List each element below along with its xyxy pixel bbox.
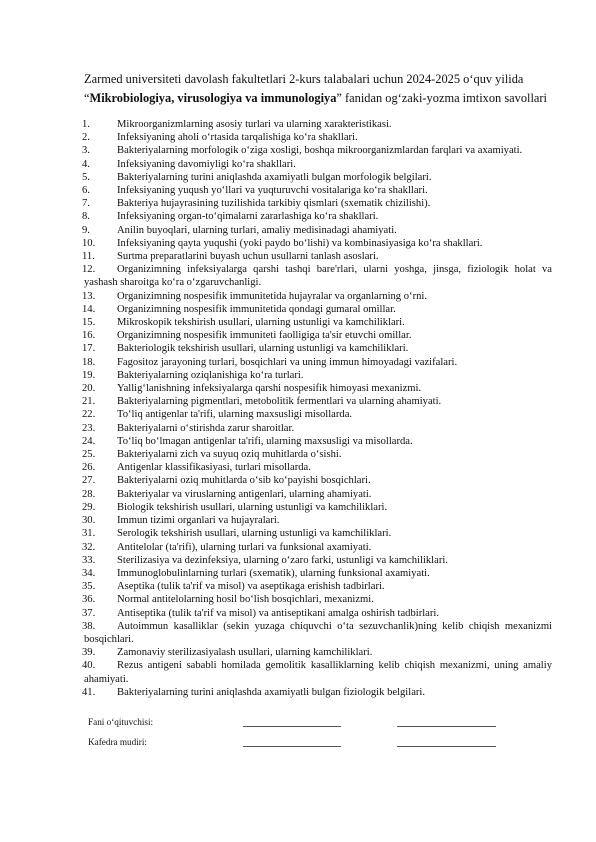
question-item — [84, 461, 552, 474]
question-item — [84, 514, 552, 527]
question-number: 30. — [82, 515, 96, 527]
question-text: Organizimning nospesifik immuniteti faolligiga ta'sir etuvchi omillar. — [117, 330, 412, 342]
question-item — [84, 580, 552, 593]
question-text: Zamonaviy sterilizasiyalash usullari, ularning kamchiliklari. — [117, 647, 373, 659]
question-item — [84, 237, 552, 250]
question-text: Infeksiyaning davomiyligi ko‘ra shakllari. — [117, 158, 296, 170]
title-line-2 — [84, 89, 552, 108]
question-number: 26. — [82, 462, 96, 474]
question-number: 10. — [82, 237, 96, 249]
question-item — [84, 659, 552, 685]
question-text: Normal antitelolarning hosil bo‘lish bosqichlari, mexanizmi. — [117, 594, 374, 606]
teacher-label: Fani o‘qituvchisi: — [88, 716, 154, 727]
question-item — [84, 316, 552, 329]
question-item — [84, 607, 552, 620]
subject-name: Mikrobiologiya, virusologiya va immunologiya — [89, 91, 337, 105]
question-item — [84, 382, 552, 395]
question-item — [84, 224, 552, 237]
question-item — [84, 541, 552, 554]
question-item — [84, 342, 552, 355]
question-item — [84, 144, 552, 157]
question-text: Bakteriyalarning pigmentlari, metobolitik fermentlari va ularning ahamiyati. — [117, 396, 442, 408]
question-number: 31. — [82, 528, 96, 540]
question-text: Organizimning nospesifik immunitetida qondagi gumaral omillar. — [117, 303, 396, 315]
question-text: Sterilizasiya va dezinfeksiya, ularning o‘zaro farki, ustunligi va kamchiliklari. — [117, 554, 448, 566]
question-list — [84, 118, 552, 699]
head-name-line — [397, 736, 496, 747]
question-item — [84, 488, 552, 501]
question-item — [84, 593, 552, 606]
signature-row-teacher — [84, 707, 552, 727]
question-text: Rezus antigeni sababli homilada gemolitik kasalliklarning kelib chiqish mexanizmi, uning amaliy ahamiyati. — [84, 660, 552, 685]
question-item — [84, 329, 552, 342]
question-number: 20. — [82, 383, 96, 395]
question-number: 29. — [82, 501, 96, 513]
question-item — [84, 197, 552, 210]
question-item — [84, 171, 552, 184]
question-item — [84, 501, 552, 514]
question-number: 36. — [82, 594, 96, 606]
question-number: 5. — [82, 171, 90, 183]
question-item — [84, 395, 552, 408]
signature-block — [84, 707, 552, 747]
head-signature-line — [243, 736, 342, 747]
question-item — [84, 263, 552, 289]
question-text: Autoimmun kasalliklar (sekin yuzaga chiquvchi o‘ta sezuvchanlik)ning kelib chiqish mexanizmi bosqichlari. — [84, 620, 552, 645]
question-number: 23. — [82, 422, 96, 434]
question-item — [84, 118, 552, 131]
question-text: Bakteriyalarni zich va suyuq oziq muhitlarda o‘sishi. — [117, 449, 342, 461]
title-line-1: Zarmed universiteti davolash fakultetlari 2-kurs talabalari uchun 2024-2025 o‘quv yilida — [84, 72, 524, 86]
question-number: 32. — [82, 541, 96, 553]
question-number: 17. — [82, 343, 96, 355]
question-item — [84, 250, 552, 263]
question-text: Anilin buyoqlari, ularning turlari, amaliy medisinadagi ahamiyati. — [117, 224, 397, 236]
question-text: Biologik tekshirish usullari, ularning ustunligi va kamchiliklari. — [117, 501, 388, 513]
question-number: 14. — [82, 303, 96, 315]
question-item — [84, 158, 552, 171]
question-text: Bakteriya hujayrasining tuzilishida tarkibiy qismlari (sxematik chizilishi). — [117, 198, 431, 210]
question-number: 25. — [82, 449, 96, 461]
question-item — [84, 408, 552, 421]
question-item — [84, 448, 552, 461]
question-number: 8. — [82, 211, 90, 223]
question-text: Infeksiyaning qayta yuqushi (yoki paydo bo‘lishi) va kombinasiyasiga ko‘ra shakllari. — [117, 237, 483, 249]
question-number: 9. — [82, 224, 90, 236]
question-number: 18. — [82, 356, 96, 368]
question-number: 16. — [82, 330, 96, 342]
question-text: Infeksiyaning yuqush yo‘llari va yuqturuvchi vositalariga ko‘ra shakllari. — [117, 185, 428, 197]
question-text: Antigenlar klassifikasiyasi, turlari misollarda. — [117, 462, 311, 474]
question-text: Mikroorganizmlarning asosiy turlari va ularning xarakteristikasi. — [117, 119, 392, 130]
question-number: 27. — [82, 475, 96, 487]
question-item — [84, 646, 552, 659]
question-text: Organizimning infeksiyalarga qarshi tashqi bare'rlari, ularni yoshga, jinsga, fiziologik holat va yashash sharoitga ko‘ra o‘zgaruvchanligi. — [84, 264, 552, 289]
question-text: To‘liq antigenlar ta'rifi, ularning maxsusligi misollarda. — [117, 409, 353, 421]
question-item — [84, 686, 552, 699]
question-text: Bakteriyalarni o‘stirishda zarur sharoitlar. — [117, 422, 295, 434]
teacher-signature-line — [243, 716, 342, 727]
question-item — [84, 620, 552, 646]
question-number: 6. — [82, 185, 90, 197]
question-text: Bakteriyalarni oziq muhitlarda o‘sib ko‘payishi bosqichlari. — [117, 475, 371, 487]
question-item — [84, 422, 552, 435]
question-number: 28. — [82, 488, 96, 500]
question-text: Surtma preparatlarini buyash uchun usullarni tanlash asoslari. — [117, 251, 379, 263]
question-text: Yallig‘lanishning infeksiyalarga qarshi nospesifik himoyasi mexanizmi. — [117, 383, 422, 395]
question-text: Bakteriyalarning turini aniqlashda axamiyatli bulgan morfologik belgilari. — [117, 171, 432, 183]
question-item — [84, 210, 552, 223]
question-number: 33. — [82, 554, 96, 566]
question-item — [84, 356, 552, 369]
question-item — [84, 369, 552, 382]
document-title — [84, 70, 552, 108]
question-number: 13. — [82, 290, 96, 302]
question-text: Bakteriyalar va viruslarning antigenlari, ularning ahamiyati. — [117, 488, 372, 500]
question-item — [84, 474, 552, 487]
question-number: 11. — [82, 251, 95, 263]
question-number: 39. — [82, 647, 96, 659]
question-item — [84, 567, 552, 580]
question-number: 40. — [82, 660, 96, 672]
question-item — [84, 554, 552, 567]
question-text: Antiseptika (tulik ta'rif va misol) va antiseptikani amalga oshirish tadbirlari. — [117, 607, 439, 619]
question-text: Mikroskopik tekshirish usullari, ularning ustunligi va kamchiliklari. — [117, 317, 405, 329]
question-text: Immunoglobulinlarning turlari (sxematik), ularning funksional axamiyati. — [117, 567, 430, 579]
title-quote-open: “ — [84, 91, 90, 105]
question-number: 22. — [82, 409, 96, 421]
question-text: Aseptika (tulik ta'rif va misol) va aseptikaga erishish tadbirlari. — [117, 581, 385, 593]
question-item — [84, 435, 552, 448]
question-number: 35. — [82, 581, 96, 593]
question-number: 21. — [82, 396, 96, 408]
question-text: Immun tizimi organlari va hujayralari. — [117, 515, 280, 527]
question-number: 38. — [82, 620, 96, 632]
question-number: 37. — [82, 607, 96, 619]
question-number: 7. — [82, 198, 90, 210]
question-text: Fagositoz jarayoning turlari, bosqichlari va uning immun himoyadagi vazifalari. — [117, 356, 458, 368]
question-item — [84, 184, 552, 197]
question-number: 34. — [82, 567, 96, 579]
question-text: To‘liq bo‘lmagan antigenlar ta'rifi, ularning maxsusligi va misollarda. — [117, 435, 413, 447]
teacher-name-line — [397, 716, 496, 727]
question-number: 41. — [82, 686, 96, 698]
question-item — [84, 303, 552, 316]
question-text: Infeksiyaning organ-to‘qimalarni zararlashiga ko‘ra shakllari. — [117, 211, 379, 223]
question-number: 24. — [82, 435, 96, 447]
question-item — [84, 131, 552, 144]
question-text: Antitelolar (ta'rifi), ularning turlari va funksional axamiyati. — [117, 541, 372, 553]
question-text: Serologik tekshirish usullari, ularning ustunligi va kamchiliklari. — [117, 528, 392, 540]
question-number: 4. — [82, 158, 90, 170]
title-line-2-rest: ” fanidan og‘zaki-yozma imtixon savollari — [336, 91, 547, 105]
question-item — [84, 290, 552, 303]
question-text: Infeksiyaning aholi o‘rtasida tarqalishiga ko‘ra shakllari. — [117, 132, 358, 144]
question-item — [84, 527, 552, 540]
question-number: 15. — [82, 317, 96, 329]
question-text: Bakteriyalarning morfologik o‘ziga xosligi, boshqa mikroorganizmlardan farqlari va axamiyati. — [117, 145, 523, 157]
question-number: 1. — [82, 119, 90, 130]
question-number: 2. — [82, 132, 90, 144]
question-text: Bakteriyalarning turini aniqlashda axamiyatli bulgan fiziologik belgilari. — [117, 686, 426, 698]
question-text: Organizimning nospesifik immunitetida hujayralar va organlarning o‘rni. — [117, 290, 427, 302]
head-label: Kafedra mudiri: — [88, 736, 147, 747]
question-number: 12. — [82, 264, 96, 276]
question-number: 19. — [82, 369, 96, 381]
signature-row-head — [84, 727, 552, 747]
question-text: Bakteriyalarning oziqlanishiga ko‘ra turlari. — [117, 369, 304, 381]
question-text: Bakteriologik tekshirish usullari, ularning ustunligi va kamchiliklari. — [117, 343, 409, 355]
question-number: 3. — [82, 145, 90, 157]
